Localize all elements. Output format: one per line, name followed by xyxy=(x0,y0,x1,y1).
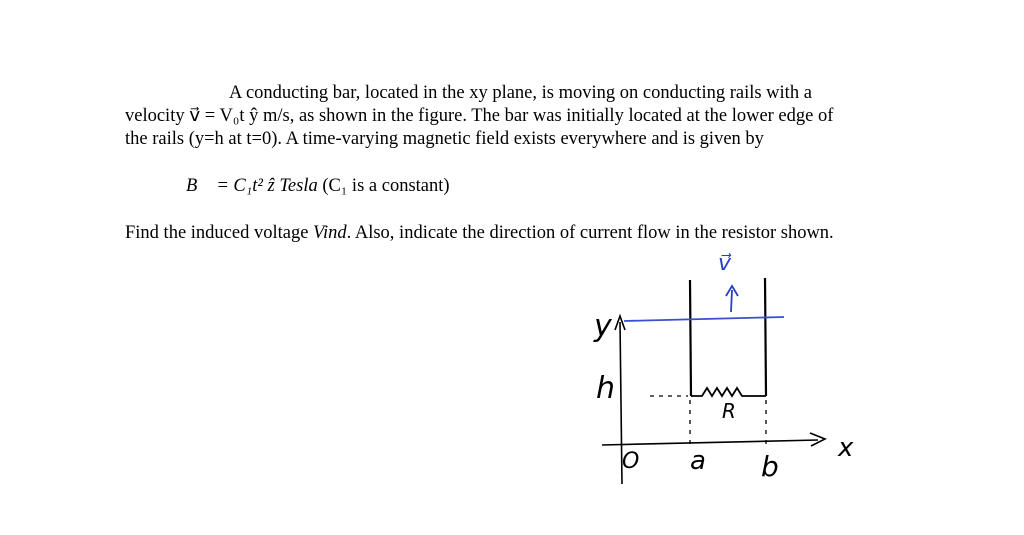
resistor-label: R xyxy=(722,399,736,423)
rails-figure xyxy=(580,240,880,500)
question-symbol: Vind xyxy=(313,223,347,243)
problem-line-1: A conducting bar, located in the xy plane, is moving on conducting rails with a xyxy=(229,83,812,103)
problem-statement xyxy=(125,82,915,151)
magnetic-field-equation xyxy=(186,176,450,197)
question-prefix: Find the induced voltage xyxy=(125,223,314,243)
velocity-label: v⃗ xyxy=(718,251,732,276)
conducting-bar xyxy=(624,317,784,321)
b-label: b xyxy=(761,450,779,483)
velocity-arrow-shaft xyxy=(731,290,732,312)
question-suffix: . Also, indicate the direction of current flow in the resistor shown. xyxy=(346,223,834,243)
a-label: a xyxy=(690,446,706,476)
origin-label: O xyxy=(622,449,640,474)
h-label: h xyxy=(596,371,616,406)
equation-note: (C₁ is a constant) xyxy=(322,176,450,196)
right-rail xyxy=(765,278,766,396)
x-axis-line xyxy=(602,440,818,445)
y-axis-label: y xyxy=(594,309,612,344)
left-rail xyxy=(690,280,691,396)
equation-expression: B⃗ = C₁t² ẑ Tesla xyxy=(186,176,318,196)
resistor-zigzag xyxy=(691,388,766,396)
problem-line-2: velocity v⃗ = V₀t ŷ m/s, as shown in the figure. The bar was initially located at the lower edge of xyxy=(125,106,834,126)
x-axis-label: x xyxy=(838,433,854,463)
problem-line-3: the rails (y=h at t=0). A time-varying magnetic field exists everywhere and is given by xyxy=(125,129,764,149)
